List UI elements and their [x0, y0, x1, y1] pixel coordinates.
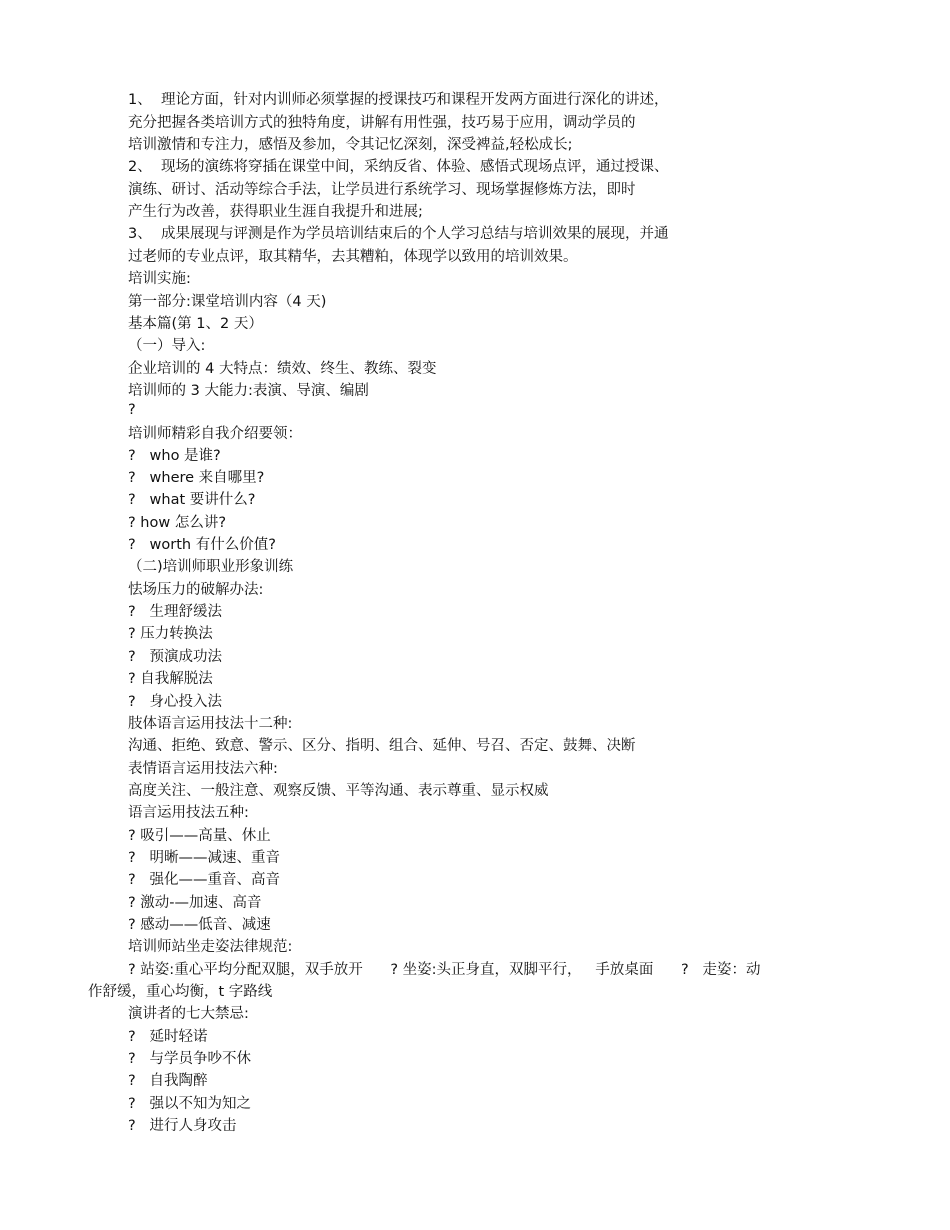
bullet-line: ? what 要讲什么? — [128, 492, 256, 508]
text-line: 语言运用技法五种: — [128, 805, 249, 821]
bullet-line: ? 进行人身攻击 — [128, 1118, 237, 1134]
bullet-line: ? — [128, 402, 136, 418]
text-line: 1、 理论方面，针对内训师必须掌握的授课技巧和课程开发两方面进行深化的讲述， — [128, 92, 669, 108]
text-line: 培训师精彩自我介绍要领： — [128, 426, 302, 442]
section-heading: （二)培训师职业形象训练 — [128, 559, 294, 575]
text-line: 演练、研讨、活动等综合手法，让学员进行系统学习、现场掌握修炼方法，即时 — [128, 182, 636, 198]
bullet-line: ? 与学员争吵不休 — [128, 1051, 252, 1067]
text-line: 培训师的 3 大能力:表演、导演、编剧 — [128, 383, 369, 399]
bullet-line: ? 身心投入法 — [128, 694, 223, 710]
text-line: 培训师站坐走姿法律规范: — [128, 939, 293, 955]
bullet-line: ? 站姿:重心平均分配双腿，双手放开 ? 坐姿:头正身直，双脚平行， 手放桌面 ? 走姿：动 — [128, 962, 761, 978]
bullet-line: ? 压力转换法 — [128, 626, 213, 642]
text-line: 沟通、拒绝、致意、警示、区分、指明、组合、延伸、号召、否定、鼓舞、决断 — [128, 738, 636, 754]
text-line: 表情语言运用技法六种: — [128, 761, 278, 777]
text-line: 过老师的专业点评，取其精华，去其糟粕，体现学以致用的培训效果。 — [128, 249, 578, 265]
text-line: 2、 现场的演练将穿插在课堂中间，采纳反省、体验、感悟式现场点评，通过授课、 — [128, 159, 669, 175]
bullet-line: ? 预演成功法 — [128, 649, 223, 665]
bullet-line: ? how 怎么讲? — [128, 515, 227, 531]
text-line: 演讲者的七大禁忌: — [128, 1006, 249, 1022]
bullet-line: ? 自我陶醉 — [128, 1073, 208, 1089]
text-line: 怯场压力的破解办法: — [128, 582, 264, 598]
section-heading: 第一部分:课堂培训内容（4 天) — [128, 294, 327, 310]
section-heading: 培训实施: — [128, 271, 191, 287]
text-line: 3、 成果展现与评测是作为学员培训结束后的个人学习总结与培训效果的展现，并通 — [128, 226, 669, 242]
bullet-line: ? 强化——重音、高音 — [128, 872, 281, 888]
bullet-line: ? 激动-—加速、高音 — [128, 895, 262, 911]
bullet-line: ? who 是谁? — [128, 448, 221, 464]
bullet-line: ? 强以不知为知之 — [128, 1096, 252, 1112]
bullet-line: ? 感动——低音、减速 — [128, 917, 271, 933]
bullet-line: ? 自我解脱法 — [128, 671, 213, 687]
section-heading: 基本篇(第 1、2 天） — [128, 316, 263, 332]
bullet-line: ? 明晰——减速、重音 — [128, 850, 281, 866]
bullet-line: ? where 来自哪里? — [128, 470, 265, 486]
bullet-line: ? 延时轻诺 — [128, 1029, 208, 1045]
section-heading: （一）导入: — [128, 338, 206, 354]
text-line: 肢体语言运用技法十二种: — [128, 716, 293, 732]
text-line: 培训激情和专注力，感悟及参加，令其记忆深刻，深受裨益,轻松成长; — [128, 137, 573, 153]
text-line: 充分把握各类培训方式的独特角度，讲解有用性强，技巧易于应用，调动学员的 — [128, 115, 636, 131]
text-line: 高度关注、一般注意、观察反馈、平等沟通、表示尊重、显示权威 — [128, 783, 549, 799]
text-line: 企业培训的 4 大特点：绩效、终生、教练、裂变 — [128, 361, 437, 377]
bullet-line: ? 生理舒缓法 — [128, 604, 223, 620]
text-line: 作舒缓，重心均衡，t 字路线 — [88, 984, 273, 1000]
bullet-line: ? 吸引——高量、休止 — [128, 828, 271, 844]
bullet-line: ? worth 有什么价值? — [128, 537, 276, 553]
text-line: 产生行为改善，获得职业生涯自我提升和进展; — [128, 204, 423, 220]
